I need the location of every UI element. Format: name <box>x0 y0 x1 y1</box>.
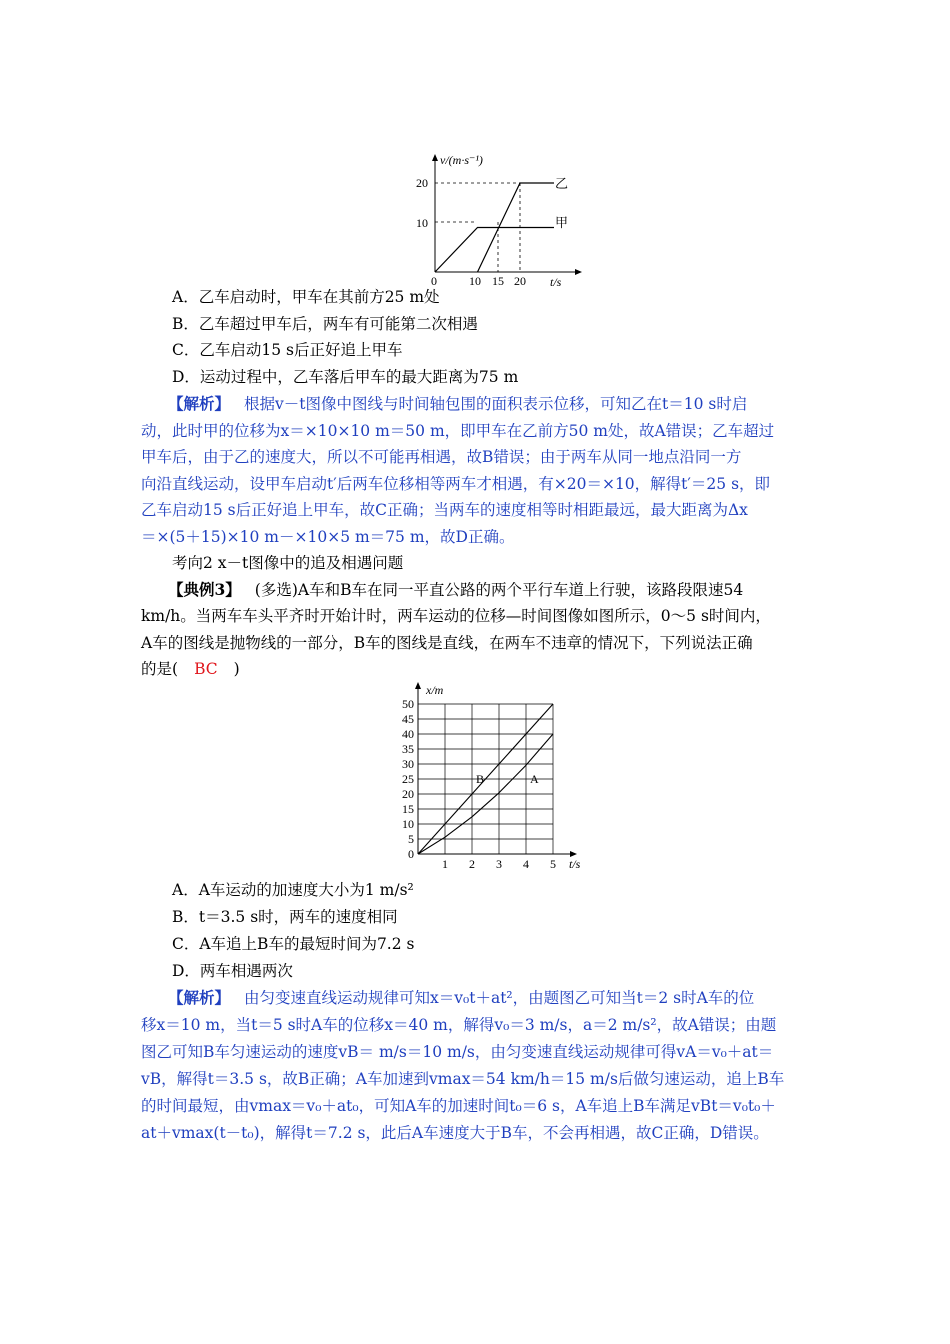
y-tick-5: 5 <box>408 832 414 846</box>
y-tick-20: 20 <box>416 176 428 190</box>
y-tick-20: 20 <box>402 787 414 801</box>
series-yi-label: 乙 <box>555 176 569 191</box>
example-3-line-1: 【典例3】 (多选)A车和B车在同一平直公路的两个平行车道上行驶，该路段限速54 <box>168 580 744 599</box>
x-tick-3: 3 <box>496 857 502 871</box>
x-tick-0: 0 <box>431 274 437 288</box>
answer-text: BC <box>194 660 218 678</box>
analysis-2-line-5: 的时间最短，由vmax＝v₀＋at₀，可知A车的加速时间t₀＝6 s，A车追上B车满足vBt＝v₀t₀＋ <box>141 1097 776 1115</box>
example-3-line-2: km/h。当两车车头平齐时开始计时，两车运动的位移—时间图像如图所示，0～5 s时间内， <box>141 607 771 625</box>
analysis-1-line-2: 动，此时甲的位移为x＝×10×10 m＝50 m，即甲车在乙前方50 m处，故A错误；乙车超过 <box>141 422 775 440</box>
x-tick-20: 20 <box>514 274 526 288</box>
y-tick-30: 30 <box>402 757 414 771</box>
series-a-label: A <box>530 772 539 786</box>
option2-b: B．t＝3.5 s时，两车的速度相同 <box>172 908 398 926</box>
analysis-2-line-1: 【解析】 由匀变速直线运动规律可知x＝v₀t＋at²，由题图乙可知当t＝2 s时A车的位 <box>168 988 755 1007</box>
x-axis-label: t/s <box>569 857 581 871</box>
option-c: C．乙车启动15 s后正好追上甲车 <box>172 341 403 359</box>
y-tick-50: 50 <box>402 697 414 711</box>
example-3-tag: 【典例3】 <box>168 580 241 599</box>
option2-c: C．A车追上B车的最短时间为7.2 s <box>172 935 415 953</box>
x-tick-4: 4 <box>523 857 529 871</box>
x-tick-2: 2 <box>469 857 475 871</box>
x-tick-1: 1 <box>442 857 448 871</box>
series-jia-line <box>435 228 554 273</box>
y-tick-0: 0 <box>408 847 414 861</box>
option-a: A．乙车启动时，甲车在其前方25 m处 <box>172 288 440 306</box>
analysis-1-line-1: 【解析】 根据v－t图像中图线与时间轴包围的面积表示位移，可知乙在t＝10 s时启 <box>168 394 748 413</box>
analysis-2-line-4: vB，解得t＝3.5 s，故B正确；A车加速到vmax＝54 km/h＝15 m/s后做匀速运动，追上B车 <box>141 1070 785 1088</box>
section-title: 考向2 x－t图像中的追及相遇问题 <box>172 554 404 572</box>
analysis-1-line-4: 向沿直线运动，设甲车启动t′后两车位移相等两车才相遇，有×20＝×10，解得t′＝25 s，即 <box>141 475 771 493</box>
analysis-2-line-2: 移x＝10 m，当t＝5 s时A车的位移x＝40 m，解得v₀＝3 m/s，a＝2 m/s²，故A错误；由题 <box>141 1016 777 1034</box>
analysis-1-line-5: 乙车启动15 s后正好追上甲车，故C正确；当两车的速度相等时相距最远，最大距离为Δx <box>141 501 748 519</box>
analysis-2-line-3: 图乙可知B车匀速运动的速度vB＝ m/s＝10 m/s，由匀变速直线运动规律可得vA＝v₀＋at＝ <box>141 1043 774 1061</box>
y-tick-45: 45 <box>402 712 414 726</box>
example-3-line-4: 的是( BC ) <box>141 660 240 678</box>
option2-d: D．两车相遇两次 <box>172 962 293 980</box>
y-tick-25: 25 <box>402 772 414 786</box>
option-d: D．运动过程中，乙车落后甲车的最大距离为75 m <box>172 368 519 386</box>
analysis-1-line-3: 甲车后，由于乙的速度大，所以不可能再相遇，故B错误；由于两车从同一地点沿同一方 <box>141 448 742 466</box>
y-tick-40: 40 <box>402 727 414 741</box>
option-b: B．乙车超过甲车后，两车有可能第二次相遇 <box>172 315 478 333</box>
x-tick-15: 15 <box>492 274 504 288</box>
y-tick-10: 10 <box>416 216 428 230</box>
y-axis-arrow <box>432 154 438 161</box>
x-tick-5: 5 <box>550 857 556 871</box>
y-axis-arrow <box>415 682 421 689</box>
x-axis-arrow <box>575 269 582 275</box>
y-tick-10: 10 <box>402 817 414 831</box>
analysis-1-line-6: ＝×(5＋15)×10 m－×10×5 m＝75 m，故D正确。 <box>141 528 515 546</box>
y-tick-15: 15 <box>402 802 414 816</box>
option2-a: A．A车运动的加速度大小为1 m/s² <box>172 881 414 899</box>
analysis-2-tag: 【解析】 <box>168 988 231 1007</box>
displacement-time-chart <box>380 678 590 878</box>
example-3-line-3: A车的图线是抛物线的一部分，B车的图线是直线，在两车不违章的情况下，下列说法正确 <box>141 634 753 652</box>
y-axis-label: v/(m·s⁻¹) <box>440 153 483 167</box>
x-tick-10: 10 <box>469 274 481 288</box>
y-tick-35: 35 <box>402 742 414 756</box>
series-jia-label: 甲 <box>555 215 569 230</box>
velocity-time-chart <box>400 150 600 289</box>
y-axis-label: x/m <box>426 683 444 697</box>
analysis-2-line-6: at＋vmax(t－t₀)，解得t＝7.2 s，此后A车速度大于B车，不会再相遇，故C正确，D错误。 <box>141 1124 769 1142</box>
x-axis-label: t/s <box>550 275 562 289</box>
series-b-label: B <box>476 772 485 786</box>
analysis-1-tag: 【解析】 <box>168 394 231 413</box>
